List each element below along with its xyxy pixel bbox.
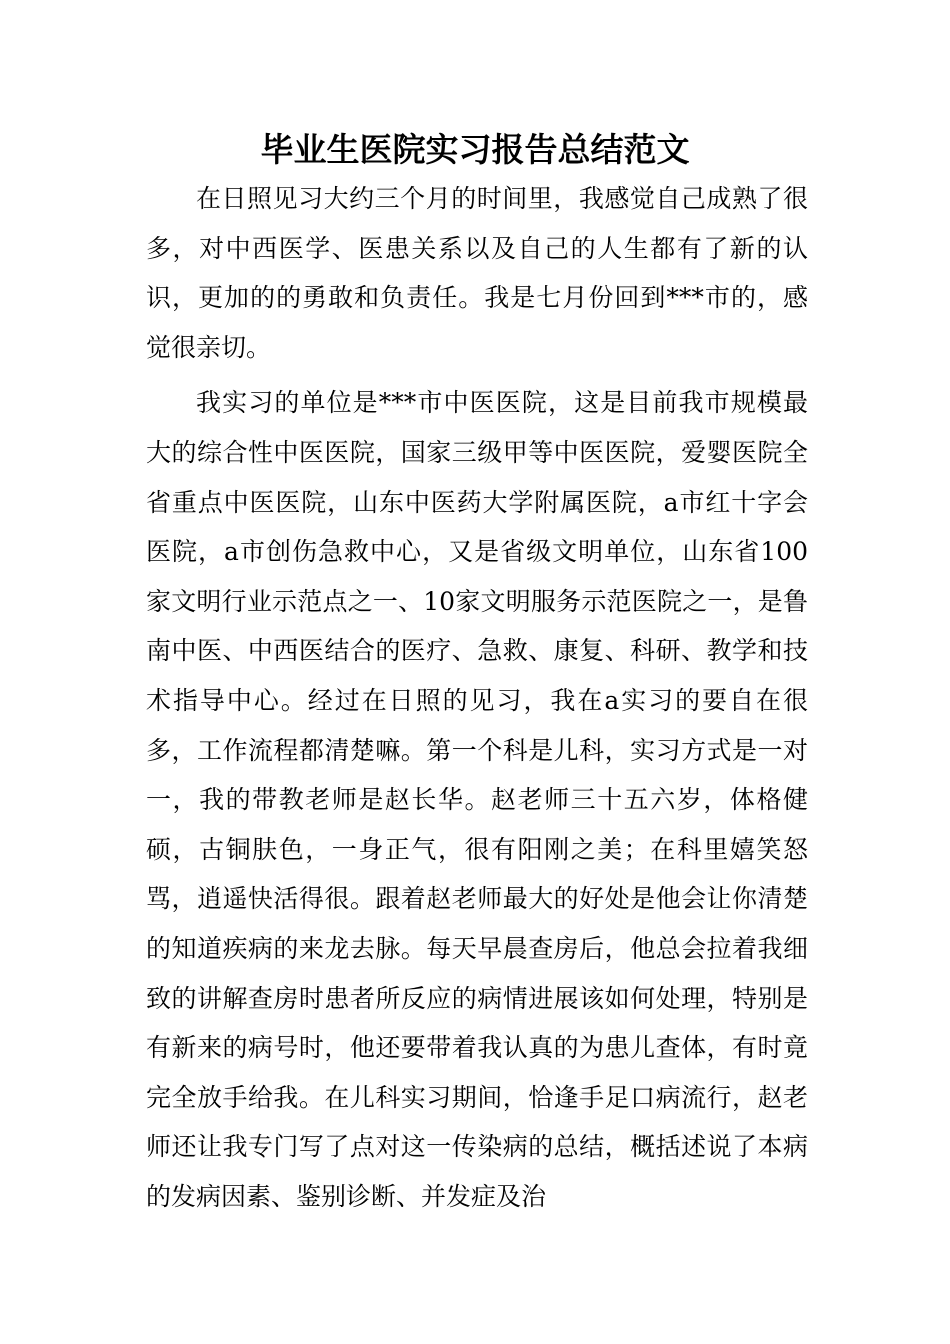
document-body [146,174,808,1221]
document-title: 毕业生医院实习报告总结范文 [260,130,690,169]
paragraph-2: 我实习的单位是***市中医医院，这是目前我市规模最大的综合性中医医院，国家三级甲等中医医院，爱婴医院全省重点中医医院，山东中医药大学附属医院，a市红十字会医院，a市创伤急救中心，又是省级文明单位，山东省100家文明行业示范点之一、10家文明服务示范医院之一，是鲁南中医、中西医结合的医疗、急救、康复、科研、教学和技术指导中心。经过在日照的见习，我在a实习的要自在很多，工作流程都清楚嘛。第一个科是儿科，实习方式是一对一，我的带教老师是赵长华。赵老师三十五六岁，体格健硕，古铜肤色，一身正气，很有阳刚之美；在科里嬉笑怒骂，逍遥快活得很。跟着赵老师最大的好处是他会让你清楚的知道疾病的来龙去脉。每天早晨查房后，他总会拉着我细致的讲解查房时患者所反应的病情进展该如何处理，特别是有新来的病号时，他还要带着我认真的为患儿查体，有时竟完全放手给我。在儿科实习期间，恰逢手足口病流行，赵老师还让我专门写了点对这一传染病的总结，概括述说了本病的发病因素、鉴别诊断、并发症及治 [146,388,808,1211]
paragraph-1: 在日照见习大约三个月的时间里，我感觉自己成熟了很多，对中西医学、医患关系以及自己的人生都有了新的认识，更加的的勇敢和负责任。我是七月份回到***市的，感觉很亲切。 [146,184,808,362]
